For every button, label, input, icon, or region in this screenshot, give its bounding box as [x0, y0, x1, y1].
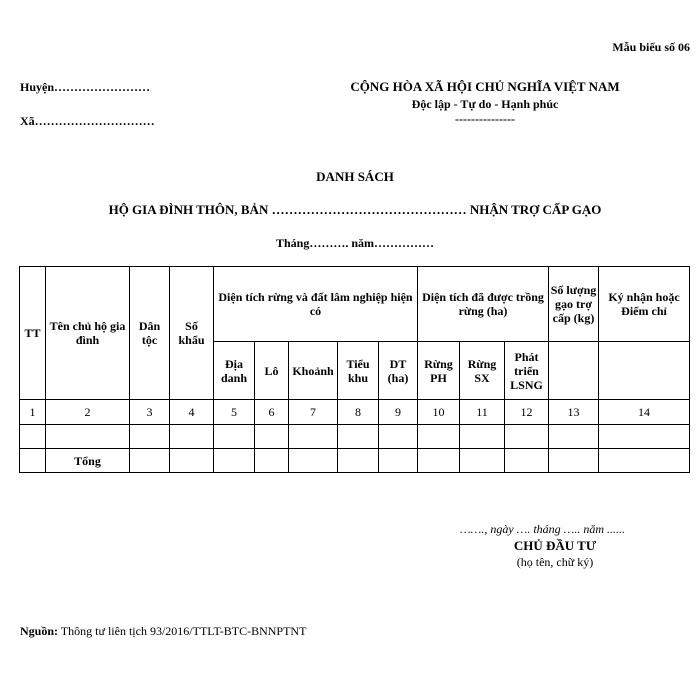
- col-number: 3: [130, 400, 170, 425]
- signature-title: CHỦ ĐẦU TƯ: [513, 538, 597, 553]
- col-number: 1: [20, 400, 46, 425]
- total-row: [20, 449, 690, 473]
- col-number: 2: [46, 400, 130, 425]
- subheader-area: DT (ha): [379, 342, 418, 400]
- header-signature: Ký nhận hoặc Điểm chỉ: [599, 267, 690, 342]
- header-existing-forest: Diện tích rừng và đất lâm nghiệp hiện có: [214, 267, 418, 342]
- doc-subtitle: HỘ GIA ĐÌNH THÔN, BẢN ……………………………………… NHẬN TRỢ CẤP GẠO: [108, 202, 602, 217]
- header-members: Số khẩu: [170, 267, 214, 400]
- motto-rule: ---------------: [455, 112, 515, 126]
- national-motto: Độc lập - Tự do - Hạnh phúc: [411, 97, 559, 111]
- subheader-plot: Khoảnh: [289, 342, 338, 400]
- header-tt: TT: [20, 267, 46, 400]
- subheader-lot: Lô: [255, 342, 289, 400]
- recipient-table: [19, 266, 690, 473]
- source-text: Thông tư liên tịch 93/2016/TTLT-BTC-BNNPTNT: [58, 624, 307, 638]
- col-number: 8: [338, 400, 379, 425]
- col-number: 9: [379, 400, 418, 425]
- subheader-subzone: Tiểu khu: [338, 342, 379, 400]
- col-number: 5: [214, 400, 255, 425]
- header-ethnicity: Dân tộc: [130, 267, 170, 400]
- subheader-place: Địa danh: [214, 342, 255, 400]
- commune-line: Xã…………………………: [20, 114, 155, 128]
- doc-period: Tháng………. năm……………: [275, 236, 435, 250]
- col-number: 12: [505, 400, 549, 425]
- signature-note: (họ tên, chữ ký): [516, 555, 594, 569]
- subheader-protection-forest: Rừng PH: [418, 342, 460, 400]
- subheader-production-forest: Rừng SX: [460, 342, 505, 400]
- subheader-ntfp: Phát triển LSNG: [505, 342, 549, 400]
- col-number: 14: [599, 400, 690, 425]
- subheader-empty-rice: [549, 342, 599, 400]
- header-planted-forest: Diện tích đã được trồng rừng (ha): [418, 267, 549, 342]
- source-label: Nguồn:: [20, 624, 59, 638]
- form-code: Mẫu biểu số 06: [612, 40, 690, 54]
- col-number: 6: [255, 400, 289, 425]
- table-row: [20, 425, 690, 449]
- doc-title: DANH SÁCH: [316, 169, 394, 184]
- source-line: [20, 624, 306, 639]
- district-line: Huyện……………………: [20, 80, 151, 94]
- total-label: Tổng: [46, 449, 130, 473]
- col-number: 10: [418, 400, 460, 425]
- national-name: CỘNG HÒA XÃ HỘI CHỦ NGHĨA VIỆT NAM: [350, 79, 620, 94]
- col-number: 7: [289, 400, 338, 425]
- header-rice-amount: Số lượng gạo trợ cấp (kg): [549, 267, 599, 342]
- signature-date: ……., ngày …. tháng ….. năm ......: [460, 522, 626, 536]
- col-number: 4: [170, 400, 214, 425]
- subheader-empty-signature: [599, 342, 690, 400]
- col-number: 13: [549, 400, 599, 425]
- col-number: 11: [460, 400, 505, 425]
- header-household-name: Tên chủ hộ gia đình: [46, 267, 130, 400]
